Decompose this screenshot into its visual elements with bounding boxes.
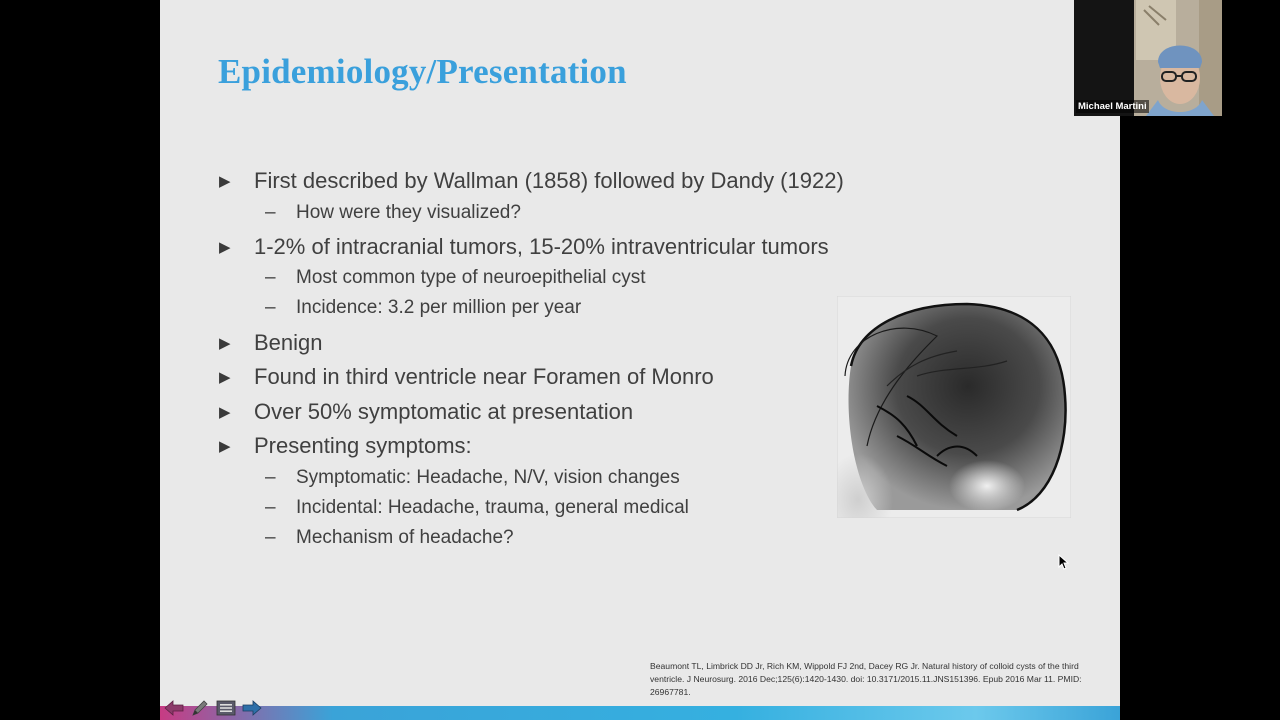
bullet-item — [219, 168, 844, 194]
bullet-item — [219, 399, 633, 425]
dash-icon: – — [265, 527, 276, 548]
forward-arrow-icon[interactable] — [240, 697, 264, 719]
bullet-item — [219, 330, 323, 356]
sub-bullet-item — [265, 202, 521, 224]
back-arrow-icon[interactable] — [162, 697, 186, 719]
bullet-text: Presenting symptoms: — [254, 433, 472, 458]
dash-icon: – — [265, 202, 276, 223]
dash-icon: – — [265, 497, 276, 518]
bullet-text: Found in third ventricle near Foramen of Monro — [254, 364, 714, 389]
bullet-arrow-icon: ▶ — [219, 239, 231, 256]
bullet-text: First described by Wallman (1858) followed by Dandy (1922) — [254, 168, 844, 193]
dash-icon: – — [265, 297, 276, 318]
sub-bullet-text: Incidence: 3.2 per million per year — [296, 297, 582, 318]
bullet-item — [219, 364, 714, 390]
bullet-text: 1-2% of intracranial tumors, 15-20% intraventricular tumors — [254, 234, 829, 259]
bullet-arrow-icon: ▶ — [219, 404, 231, 421]
participant-video-tile[interactable] — [1074, 0, 1222, 116]
pen-icon[interactable] — [188, 697, 212, 719]
bullet-arrow-icon: ▶ — [219, 335, 231, 352]
sub-bullet-item — [265, 267, 646, 289]
slide-title: Epidemiology/Presentation — [218, 52, 627, 91]
slide-menu-icon[interactable] — [214, 697, 238, 719]
bullet-item — [219, 433, 472, 459]
citation-text: Beaumont TL, Limbrick DD Jr, Rich KM, Wippold FJ 2nd, Dacey RG Jr. Natural history of colloid cysts of the third ventricle. J Neurosurg. 2016 Dec;125(6):1420-1430. doi: 10.3171/2015.11.JNS151396. Epub 2016 Mar 11. PMID: 26967781. — [650, 661, 1082, 697]
bullet-arrow-icon: ▶ — [219, 369, 231, 386]
bullet-arrow-icon: ▶ — [219, 173, 231, 190]
sub-bullet-item — [265, 497, 689, 519]
participant-name-label: Michael Martini — [1078, 101, 1147, 112]
bullet-item — [219, 234, 829, 260]
sub-bullet-text: Mechanism of headache? — [296, 527, 514, 548]
skull-xray-image — [837, 296, 1071, 518]
dash-icon: – — [265, 267, 276, 288]
slide-footer-bar — [160, 706, 1120, 720]
sub-bullet-text: Most common type of neuroepithelial cyst — [296, 267, 646, 288]
sub-bullet-text: Incidental: Headache, trauma, general medical — [296, 497, 689, 518]
presentation-slide — [160, 0, 1120, 720]
bullet-arrow-icon: ▶ — [219, 438, 231, 455]
slideshow-nav-toolbar — [162, 696, 264, 720]
sub-bullet-text: Symptomatic: Headache, N/V, vision changes — [296, 467, 680, 488]
sub-bullet-text: How were they visualized? — [296, 202, 521, 223]
sub-bullet-item — [265, 297, 581, 319]
participant-video-feed — [1074, 0, 1222, 116]
sub-bullet-item — [265, 467, 680, 489]
dash-icon: – — [265, 467, 276, 488]
sub-bullet-item — [265, 527, 514, 549]
bullet-text: Benign — [254, 330, 323, 355]
bullet-text: Over 50% symptomatic at presentation — [254, 399, 634, 424]
mouse-cursor-icon — [1058, 554, 1070, 570]
